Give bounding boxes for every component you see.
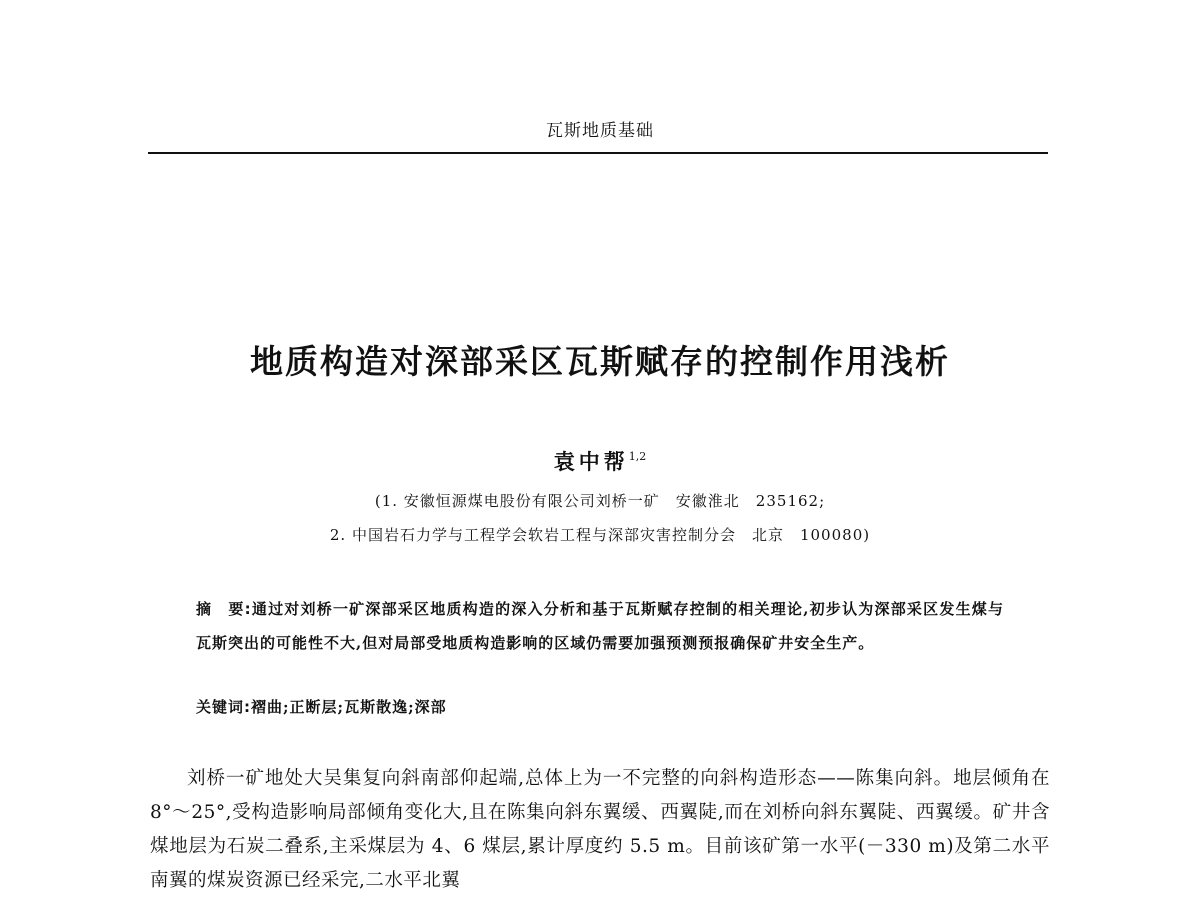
header-rule xyxy=(148,152,1048,154)
running-head: 瓦斯地质基础 xyxy=(546,121,654,141)
author-line xyxy=(0,446,1200,476)
abstract xyxy=(196,592,1004,660)
abstract-text: 通过对刘桥一矿深部采区地质构造的深入分析和基于瓦斯赋存控制的相关理论,初步认为深部采区发生煤与瓦斯突出的可能性不大,但对局部受地质构造影响的区域仍需要加强预测预报确保矿井安全生产。 xyxy=(196,600,1005,652)
author-name: 袁中帮 xyxy=(553,449,629,474)
keywords xyxy=(196,696,1004,717)
body-paragraph: 刘桥一矿地处大吴集复向斜南部仰起端,总体上为一不完整的向斜构造形态——陈集向斜。地层倾角在 8°～25°,受构造影响局部倾角变化大,且在陈集向斜东翼缓、西翼陡,而在刘桥向斜东翼陡、西翼缓。矿井含煤地层为石炭二叠系,主采煤层为 4、6 煤层,累计厚度约 5.5 m。目前该矿第一水平(－330 m)及第二水平南翼的煤炭资源已经采完,二水平北翼 xyxy=(150,768,1050,891)
affiliation-1: (1. 安徽恒源煤电股份有限公司刘桥一矿 安徽淮北 235162; xyxy=(374,492,826,510)
body-text xyxy=(150,762,1050,898)
author-affiliation-marker: 1,2 xyxy=(628,450,647,463)
article-title: 地质构造对深部采区瓦斯赋存的控制作用浅析 xyxy=(250,342,950,381)
keywords-text: 褶曲;正断层;瓦斯散逸;深部 xyxy=(251,698,447,716)
abstract-label: 摘 要: xyxy=(196,600,252,618)
keywords-label: 关键词: xyxy=(196,698,251,716)
affiliation-2: 2. 中国岩石力学与工程学会软岩工程与深部灾害控制分会 北京 100080) xyxy=(329,526,871,544)
